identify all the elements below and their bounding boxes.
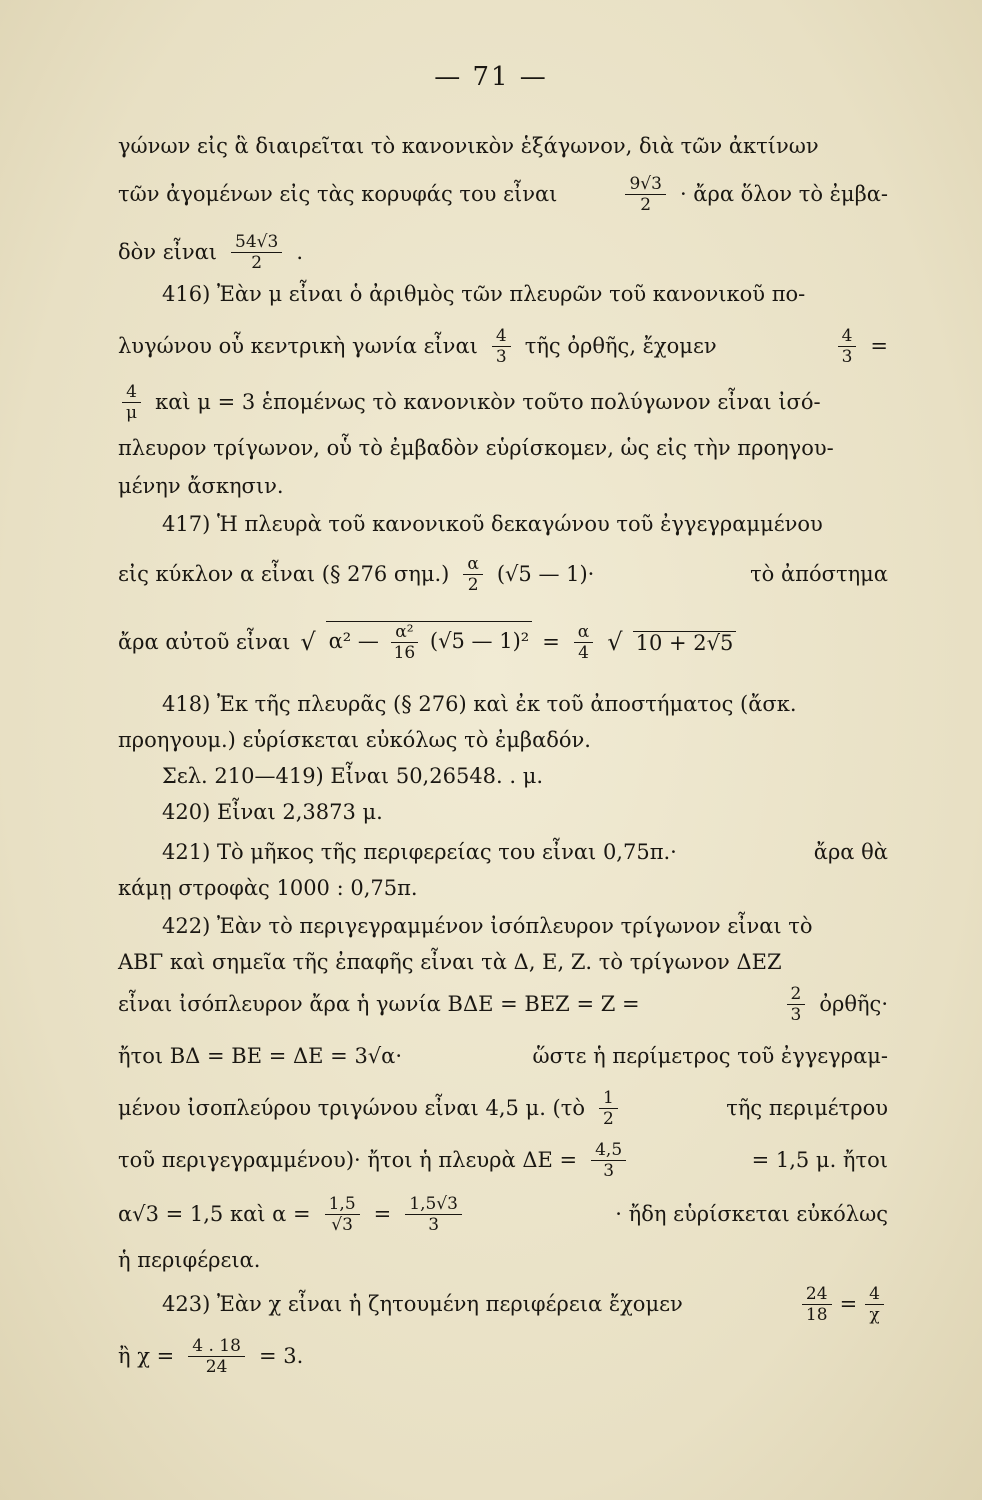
fraction-numerator: 4	[122, 382, 141, 403]
fraction-numerator: 9√3	[625, 174, 665, 195]
line-text: 417) Ἡ πλευρὰ τοῦ κανονικοῦ δεκαγώνου τοῦ ἐγγεγραμμένου	[162, 512, 823, 536]
fraction-denominator: 16	[393, 643, 416, 663]
line-text: λυγώνου οὗ κεντρικὴ γωνία εἶναι	[118, 334, 478, 358]
line-text: =	[870, 334, 888, 358]
fraction	[188, 1336, 245, 1377]
line-text: 423) Ἐὰν χ εἶναι ἡ ζητουμένη περιφέρεια ἔχομεν	[162, 1292, 683, 1316]
text-line	[118, 228, 888, 276]
math-group	[621, 170, 888, 218]
line-text: ἤτοι ΒΔ = ΒΕ = ΔΕ = 3√α·	[118, 1044, 403, 1068]
text-line	[118, 1136, 888, 1184]
fraction	[390, 622, 420, 663]
text-line	[118, 550, 888, 598]
math-text: =	[839, 1292, 858, 1316]
math-text: =	[373, 1202, 392, 1226]
math-group	[118, 550, 594, 598]
line-text: 422) Ἐὰν τὸ περιγεγραμμένον ἰσόπλευρον τρίγωνον εἶναι τὸ	[162, 914, 813, 938]
text-line	[118, 378, 888, 426]
text-line	[118, 1280, 888, 1328]
fraction-numerator: 54√3	[231, 232, 282, 253]
line-text: 420) Εἶναι 2,3873 μ.	[162, 800, 383, 824]
fraction-numerator: 4	[865, 1284, 884, 1305]
fraction-denominator: 24	[205, 1356, 228, 1377]
fraction-numerator: 1,5√3	[405, 1194, 462, 1215]
text-line	[118, 1084, 888, 1132]
fraction	[838, 326, 857, 367]
page-number: — 71 —	[434, 62, 548, 92]
fraction-denominator: 2	[603, 1108, 614, 1129]
line-text: = 1,5 μ. ἤτοι	[751, 1148, 888, 1172]
text-line	[118, 980, 888, 1028]
text-line	[118, 618, 888, 666]
line-text: γώνων εἰς ἃ διαιρεῖται τὸ κανονικὸν ἑξάγωνον, διὰ τῶν ἀκτίνων	[118, 134, 819, 158]
fraction-denominator: 3	[495, 346, 507, 367]
fraction-numerator: α	[463, 554, 482, 575]
fraction-numerator: 4 . 18	[188, 1336, 245, 1357]
line-text: καὶ μ = 3 ἑπομένως τὸ κανονικὸν τοῦτο πολύγωνον εἶναι ἰσό-	[155, 390, 821, 414]
line-text: · ἤδη εὑρίσκεται εὐκόλως	[615, 1202, 888, 1226]
text-line	[118, 170, 888, 218]
line-text: ἡ περιφέρεια.	[118, 1248, 261, 1272]
text-line	[118, 270, 932, 318]
line-text: 421) Τὸ μῆκος τῆς περιφερείας του εἶναι 0,75π.·	[162, 840, 677, 864]
line-text: εἶναι ἰσόπλευρον ἄρα ἡ γωνία ΒΔΕ = ΒΕΖ = Ζ =	[118, 992, 640, 1016]
fraction-denominator: μ	[126, 402, 138, 423]
fraction-numerator: 1,5	[325, 1194, 360, 1215]
fraction-denominator: 2	[251, 252, 263, 273]
math-group	[118, 1136, 630, 1184]
fraction	[325, 1194, 360, 1235]
line-text: τῆς ὀρθῆς, ἔχομεν	[524, 334, 717, 358]
math-group	[798, 1280, 888, 1328]
line-text: ἄρα θὰ	[813, 840, 888, 864]
radicand: 10 + 2√5	[633, 631, 737, 654]
math-text: =	[542, 630, 560, 654]
math-group	[118, 1190, 466, 1238]
text-line	[118, 1032, 888, 1080]
math-group	[834, 322, 888, 370]
line-text: = 3.	[258, 1344, 304, 1368]
line-text: κάμῃ στροφὰς 1000 : 0,75π.	[118, 876, 418, 900]
radicand	[326, 621, 533, 663]
math-group	[118, 322, 717, 370]
line-text: ἄρα αὐτοῦ εἶναι	[118, 630, 291, 654]
fraction-numerator: 4	[492, 326, 511, 347]
line-text: μένην ἄσκησιν.	[118, 474, 284, 498]
fraction-denominator: √3	[331, 1214, 353, 1235]
fraction	[591, 1140, 626, 1181]
line-text: εἰς κύκλον α εἶναι (§ 276 σημ.)	[118, 562, 450, 586]
radical-sign: √	[300, 628, 316, 656]
line-text: δὸν εἶναι	[118, 240, 218, 264]
text-line	[118, 938, 888, 986]
line-text: ἢ χ =	[118, 1344, 175, 1368]
fraction-denominator: 3	[428, 1214, 440, 1235]
line-text: προηγουμ.) εὑρίσκεται εὐκόλως τὸ ἐμβαδόν.	[118, 728, 591, 752]
fraction	[574, 622, 593, 663]
line-text: ὥστε ἡ περίμετρος τοῦ ἐγγεγραμ-	[532, 1044, 888, 1068]
line-text: τοῦ περιγεγραμμένου)· ἤτοι ἡ πλευρὰ ΔΕ =	[118, 1148, 578, 1172]
fraction-denominator: 3	[603, 1160, 615, 1181]
fraction-denominator: 3	[841, 346, 853, 367]
radical-sign: √	[607, 628, 623, 656]
line-text: τὸ ἀπόστημα	[750, 562, 888, 586]
fraction-denominator: 4	[578, 642, 589, 663]
line-text: 418) Ἐκ τῆς πλευρᾶς (§ 276) καὶ ἐκ τοῦ ἀποστήματος (ἄσκ.	[162, 692, 797, 716]
fraction	[865, 1284, 884, 1325]
text-line	[118, 1190, 888, 1238]
text-line	[118, 1236, 888, 1284]
fraction	[463, 554, 482, 595]
line-text: τῶν ἀγομένων εἰς τὰς κορυφάς του εἶναι	[118, 182, 558, 206]
fraction	[599, 1088, 618, 1129]
math-group	[118, 1084, 622, 1132]
fraction	[405, 1194, 462, 1235]
line-text: Σελ. 210—419) Εἶναι 50,26548. . μ.	[162, 764, 544, 788]
fraction-numerator: 4	[838, 326, 857, 347]
math-group	[783, 980, 888, 1028]
line-text: .	[296, 240, 303, 264]
fraction	[802, 1284, 832, 1325]
line-text: 416) Ἐὰν μ εἶναι ὁ ἀριθμὸς τῶν πλευρῶν τοῦ κανονικοῦ πο-	[162, 282, 806, 306]
fraction	[231, 232, 282, 273]
fraction-numerator: α	[574, 622, 593, 643]
fraction-denominator: χ	[869, 1304, 880, 1325]
math-text: (√5 — 1)²	[429, 629, 530, 653]
line-text: · ἄρα ὅλον τὸ ἐμβα-	[679, 182, 888, 206]
line-text: (√5 — 1)·	[496, 562, 595, 586]
fraction-numerator: 24	[802, 1284, 832, 1305]
line-text: μένου ἰσοπλεύρου τριγώνου εἶναι 4,5 μ. (τὸ	[118, 1096, 585, 1120]
fraction-denominator: 2	[467, 574, 479, 595]
line-text: ὀρθῆς·	[819, 992, 888, 1016]
math-text: α² —	[328, 629, 379, 653]
line-text: ΑΒΓ καὶ σημεῖα τῆς ἐπαφῆς εἶναι τὰ Δ, Ε, Ζ. τὸ τρίγωνον ΔΕΖ	[118, 950, 782, 974]
fraction	[122, 382, 141, 423]
fraction-denominator: 2	[640, 194, 652, 215]
fraction-numerator: 2	[787, 984, 806, 1005]
fraction-denominator: 18	[805, 1304, 828, 1325]
fraction-numerator: 4,5	[591, 1140, 626, 1161]
fraction	[787, 984, 806, 1025]
text-line	[118, 122, 888, 170]
fraction-numerator: 1	[599, 1088, 618, 1109]
line-text: πλευρον τρίγωνον, οὗ τὸ ἐμβαδὸν εὑρίσκομεν, ὡς εἰς τὴν προηγου-	[118, 436, 834, 460]
fraction-numerator: α²	[391, 622, 417, 643]
fraction	[492, 326, 511, 367]
fraction	[625, 174, 665, 215]
fraction-denominator: 3	[790, 1004, 802, 1025]
text-line	[118, 1332, 888, 1380]
text-line	[118, 322, 888, 370]
line-text: α√3 = 1,5 καὶ α =	[118, 1202, 311, 1226]
line-text: τῆς περιμέτρου	[726, 1096, 888, 1120]
text-line	[118, 500, 932, 548]
